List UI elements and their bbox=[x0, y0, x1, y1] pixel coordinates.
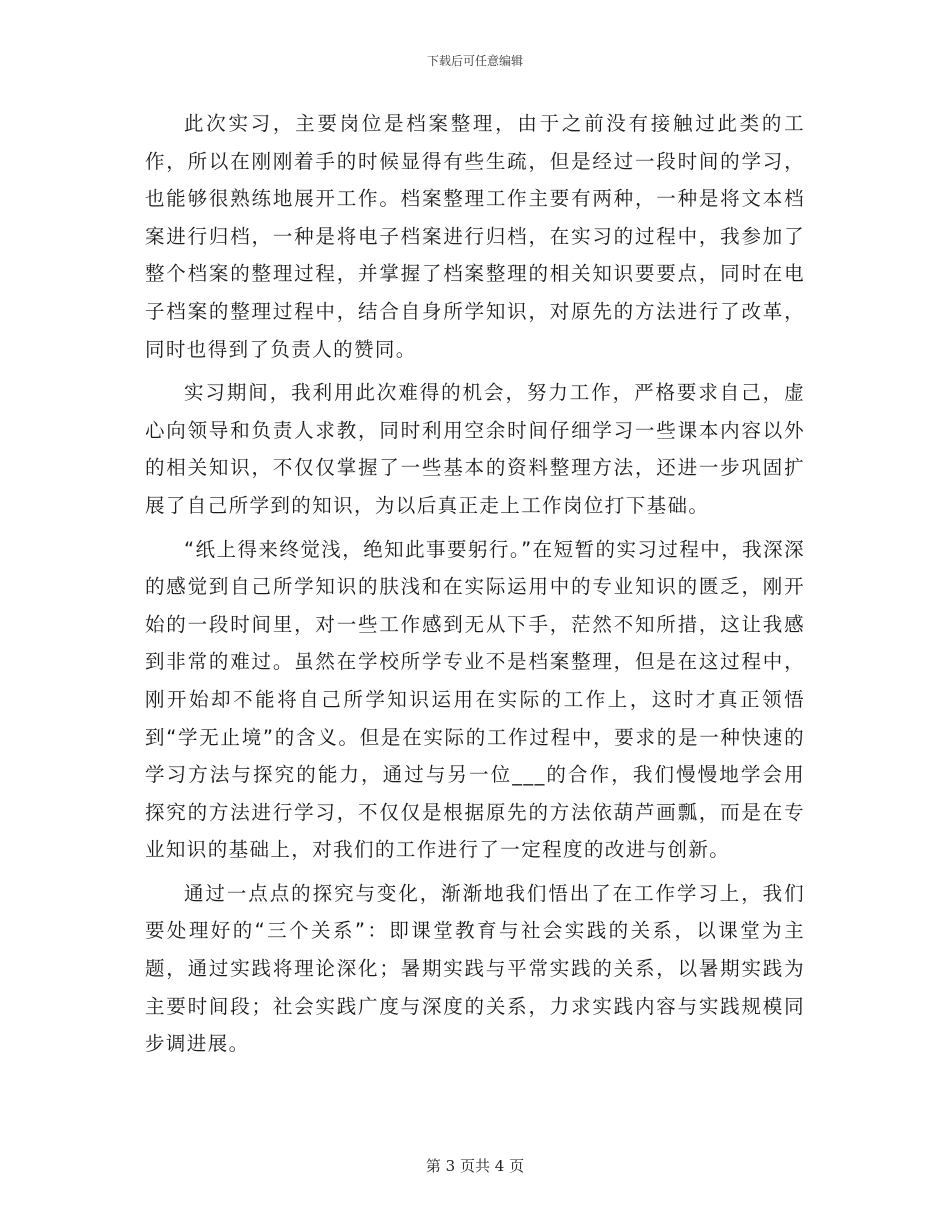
paragraph-2: 实习期间，我利用此次难得的机会，努力工作，严格要求自己，虚心向领导和负责人求教，同时利用空余时间仔细学习一些课本内容以外的相关知识，不仅仅掌握了一些基本的资料整理方法，还进一步巩固扩展了自己所学到的知识，为以后真正走上工作岗位打下基础。 bbox=[145, 381, 805, 517]
paragraph-4: 通过一点点的探究与变化，渐渐地我们悟出了在工作学习上，我们要处理好的“三个关系”：即课堂教育与社会实践的关系，以课堂为主题，通过实践将理论深化；暑期实践与平常实践的关系，以暑期实践为主要时间段；社会实践广度与深度的关系，力求实践内容与实践规模同步调进展。 bbox=[145, 881, 805, 1056]
document-body bbox=[145, 105, 805, 1069]
page-number: 第 3 页共 4 页 bbox=[425, 1157, 525, 1175]
paragraph-3: “纸上得来终觉浅，绝知此事要躬行。”在短暂的实习过程中，我深深的感觉到自己所学知识的肤浅和在实际运用中的专业知识的匮乏，刚开始的一段时间里，对一些工作感到无从下手，茫然不知所措，这让我感到非常的难过。虽然在学校所学专业不是档案整理，但是在这过程中，刚开始却不能将自己所学知识运用在实际的工作上，这时才真正领悟到“学无止境”的含义。但是在实际的工作过程中，要求的是一种快速的学习方法与探究的能力，通过与另一位___的合作，我们慢慢地学会用探究的方法进行学习，不仅仅是根据原先的方法依葫芦画瓢，而是在专业知识的基础上，对我们的工作进行了一定程度的改进与创新。 bbox=[145, 537, 805, 862]
paragraph-1: 此次实习，主要岗位是档案整理，由于之前没有接触过此类的工作，所以在刚刚着手的时候显得有些生疏，但是经过一段时间的学习，也能够很熟练地展开工作。档案整理工作主要有两种，一种是将文本档案进行归档，一种是将电子档案进行归档，在实习的过程中，我参加了整个档案的整理过程，并掌握了档案整理的相关知识要要点，同时在电子档案的整理过程中，结合自身所学知识，对原先的方法进行了改革，同时也得到了负责人的赞同。 bbox=[145, 112, 805, 361]
page-header: 下载后可任意编辑 bbox=[426, 54, 523, 68]
